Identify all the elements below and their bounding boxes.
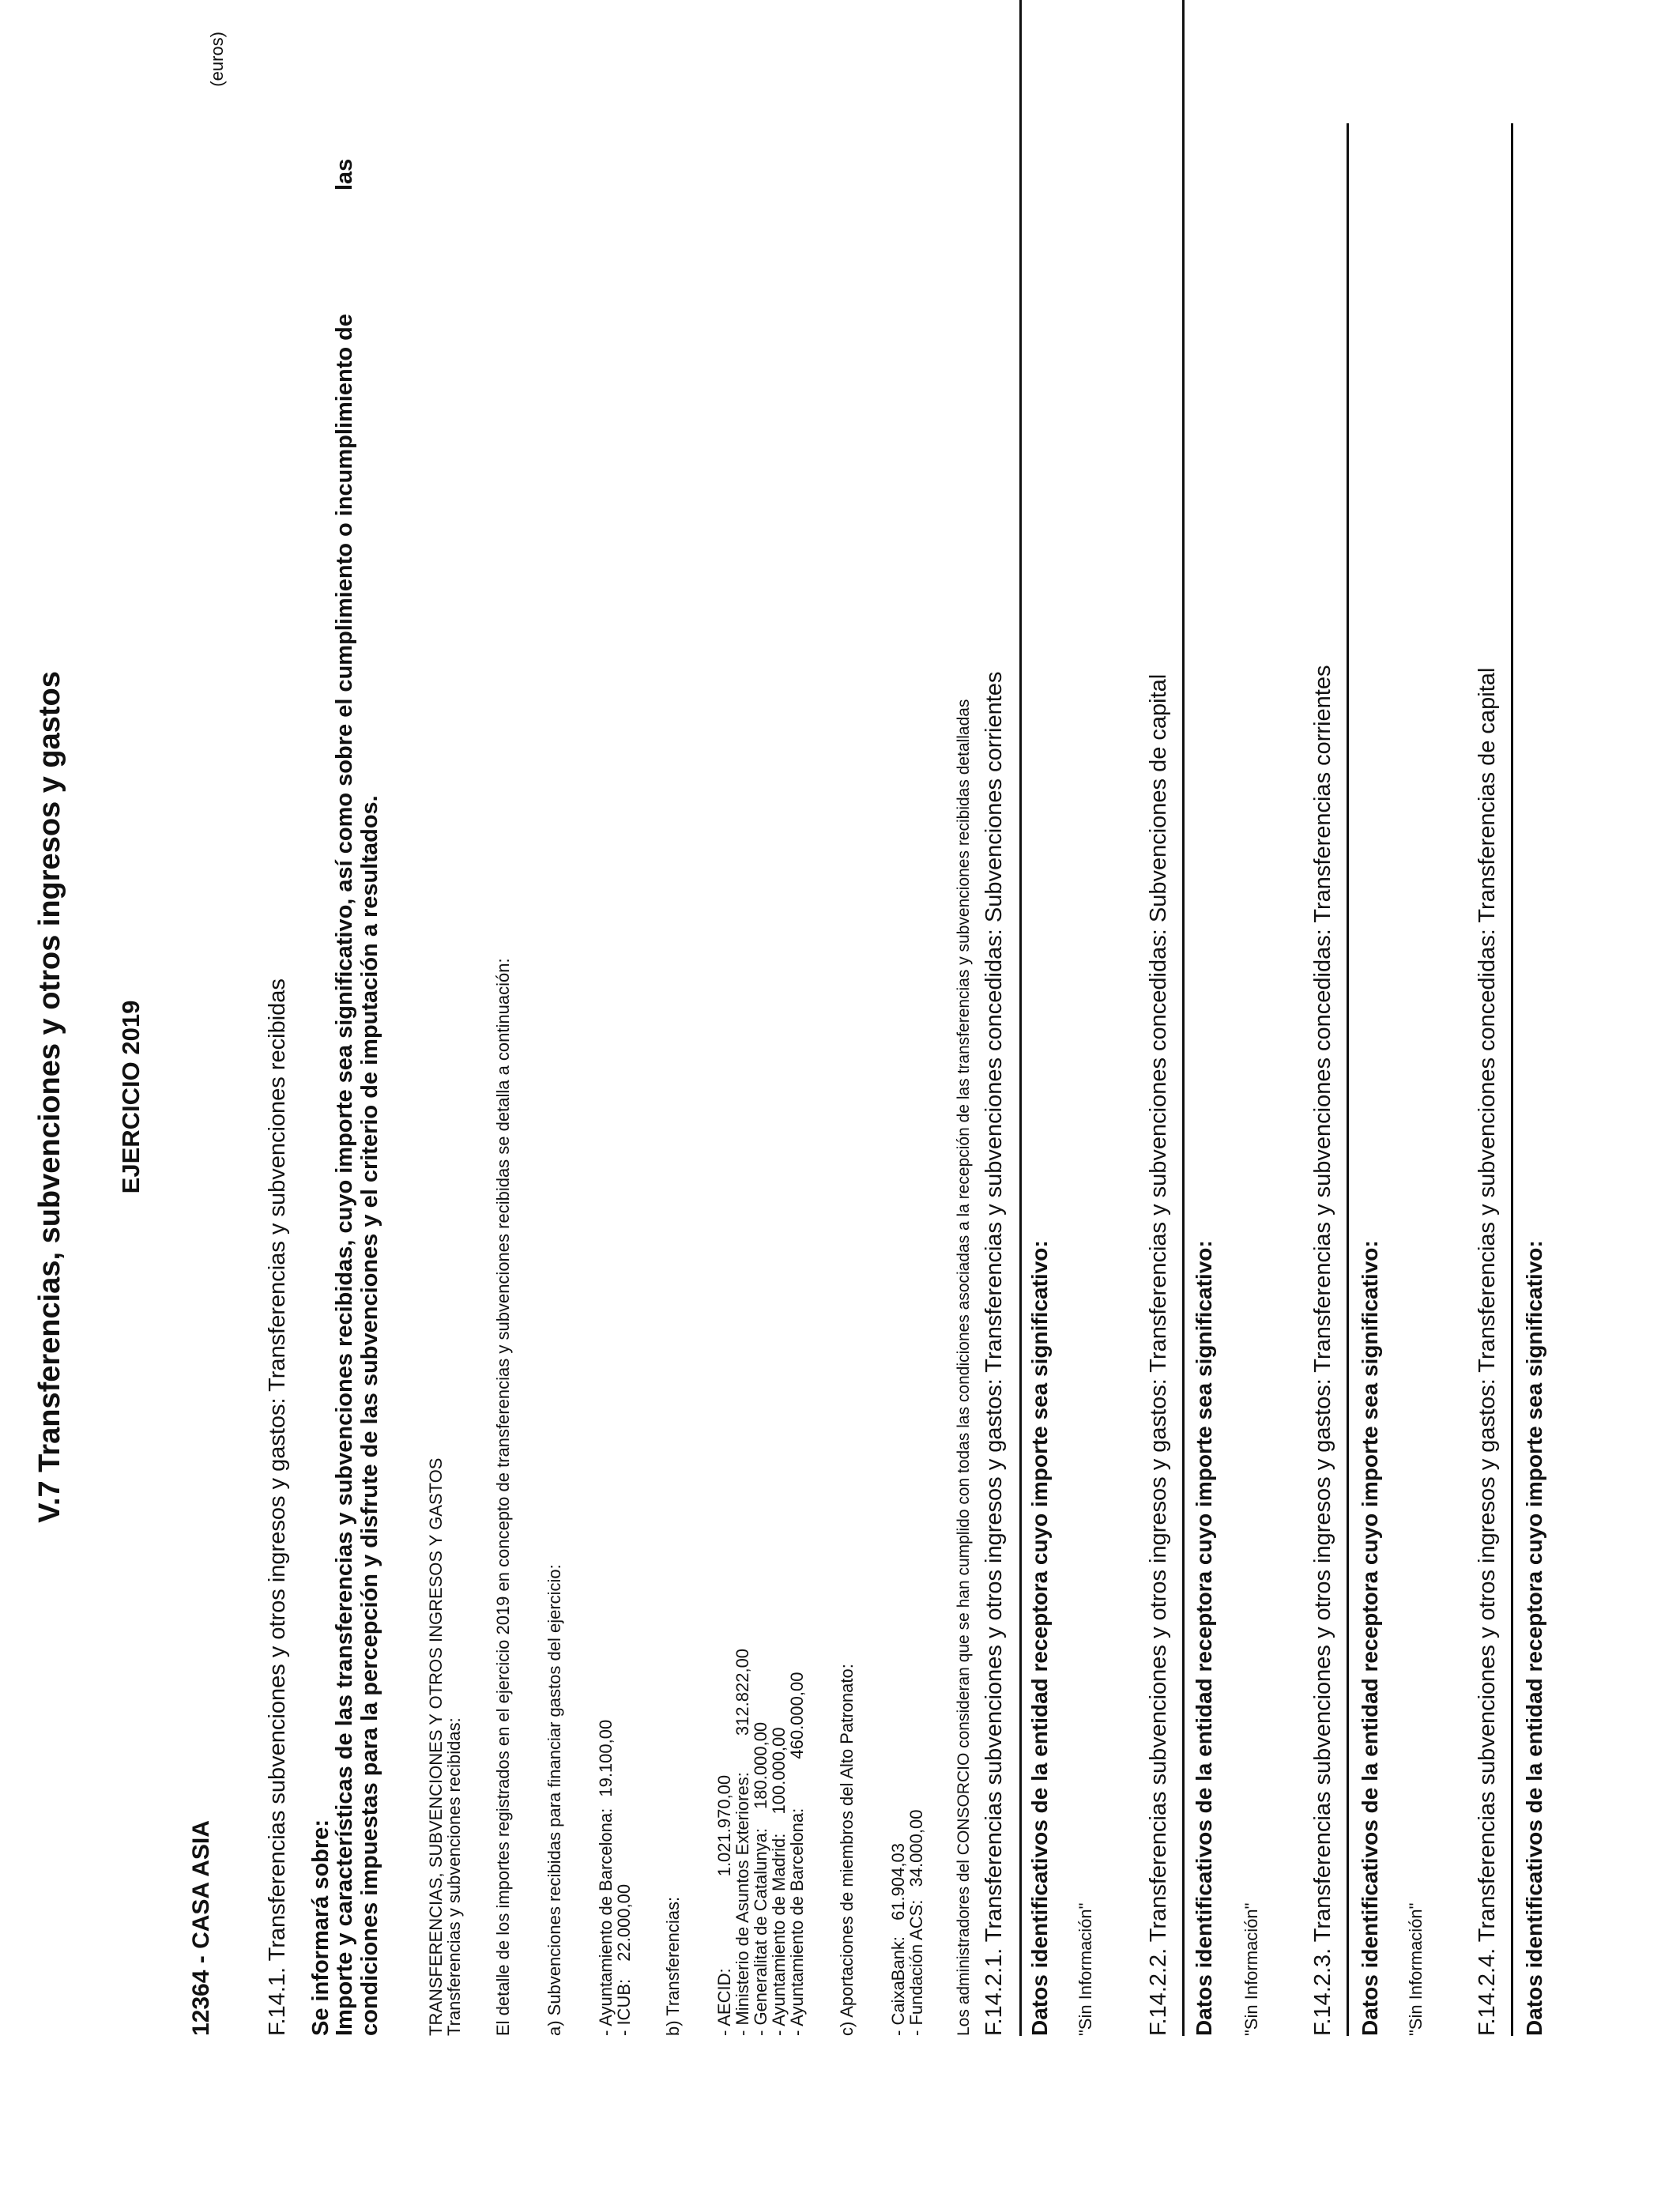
list-b-title: b) Transferencias: [663,1896,683,2036]
caps-subheading: Transferencias y subvenciones recibidas: [444,1717,464,2036]
entity-name: 12364 - CASA ASIA [188,1820,214,2036]
ejercicio-heading: EJERCICIO 2019 [117,1000,145,1194]
no-info-value: "Sin Información" [1406,1902,1426,2036]
section-divider [1182,0,1185,2036]
receptor-label: Datos identificativos de la entidad receptora cuyo importe sea significativo: [1522,1240,1546,2036]
unit-label: (euros) [207,32,227,87]
list-item [715,1775,733,2036]
section-divider [1347,123,1349,2036]
list-item-amount: 34.000,00 [906,1809,926,1887]
list-item-amount: 19.100,00 [596,1719,616,1797]
detail-text: El detalle de los importes registrados en el ejercicio 2019 en concepto de transferencias y subvenciones recibidas se detalla a continuación: [493,958,513,2036]
list-item-amount: 22.000,00 [614,1883,634,1962]
section-heading-f1424: F.14.2.4. Transferencias subvenciones y otros ingresos y gastos: Transferencias y subvenciones concedidas: Transferencias de capital [1475,667,1500,2036]
list-item-label: - ICUB: [614,1978,634,2036]
list-item [597,1720,615,2036]
inform-line-1-end: las [332,158,357,190]
page-title: V.7 Transferencias, subvenciones y otros ingresos y gastos [33,671,66,1523]
section-heading-f1423: F.14.2.3. Transferencias subvenciones y otros ingresos y gastos: Transferencias y subvenciones concedidas: Transferencias corrientes [1310,665,1335,2036]
list-item-label: - Ministerio de Asuntos Exteriores: [733,1772,752,2036]
list-item-amount: 460.000,00 [787,1672,807,1759]
list-item [907,1810,925,2036]
list-item-amount: 61.904,03 [888,1843,908,1921]
inform-line-2: condiciones impuestas para la percepción y disfrute de las subvenciones y el criterio de imputación a resultados. [357,795,382,2036]
list-a-title: a) Subvenciones recibidas para financiar gastos del ejercicio: [544,1564,564,2036]
list-item [615,1884,633,2036]
list-item-label: - Fundación ACS: [906,1899,926,2036]
receptor-label: Datos identificativos de la entidad receptora cuyo importe sea significativo: [1358,1240,1382,2036]
section-divider [1511,123,1513,2036]
list-item-amount: 1.021.970,00 [714,1774,734,1877]
list-item-label: - Ayuntamiento de Madrid: [769,1833,789,2036]
receptor-label: Datos identificativos de la entidad receptora cuyo importe sea significativo: [1027,1240,1052,2036]
list-item [733,1649,751,2036]
receptor-label: Datos identificativos de la entidad receptora cuyo importe sea significativo: [1192,1240,1216,2036]
list-item [770,1727,788,2036]
inform-line-1: Importe y características de las transferencias y subvenciones recibidas, cuyo importe sea significativo, así como sobre el cumplimiento o incumplimiento de [332,314,357,2036]
list-item [751,1722,770,2036]
list-item [788,1672,806,2036]
no-info-value: "Sin Información" [1241,1902,1261,2036]
section-heading-f141: F.14.1. Transferencias subvenciones y otros ingresos y gastos: Transferencias y subvenciones recibidas [265,978,290,2036]
no-info-value: "Sin Información" [1075,1902,1095,2036]
list-item-label: - AECID: [714,1968,734,2036]
list-item-amount: 100.000,00 [769,1727,789,1815]
list-item-label: - CaixaBank: [888,1936,908,2036]
section-heading-f1421: F.14.2.1. Transferencias subvenciones y otros ingresos y gastos: Transferencias y subvenciones concedidas: Subvenciones corrientes [981,671,1007,2036]
caps-heading: TRANSFERENCIAS, SUBVENCIONES Y OTROS INGRESOS Y GASTOS [426,1457,446,2036]
list-item-label: - Ayuntamiento de Barcelona: [596,1808,616,2036]
section-heading-f1422: F.14.2.2. Transferencias subvenciones y otros ingresos y gastos: Transferencias y subvenciones concedidas: Subvenciones de capital [1146,673,1171,2036]
list-item-label: - Ayuntamiento de Barcelona: [787,1808,807,2036]
list-item [889,1843,907,2036]
list-item-label: - Generalitat de Catalunya: [751,1828,770,2036]
list-item-amount: 312.822,00 [733,1648,752,1736]
list-item-amount: 180.000,00 [751,1721,770,1809]
closing-note: Los administradores del CONSORCIO consideran que se han cumplido con todas las condiciones asociadas a la recepción de las transferencias y subvenciones recibidas detalladas [955,699,973,2036]
inform-label: Se informará sobre: [308,1819,333,2036]
section-divider [1019,0,1022,2036]
list-c-title: c) Aportaciones de miembros del Alto Patronato: [837,1664,857,2036]
